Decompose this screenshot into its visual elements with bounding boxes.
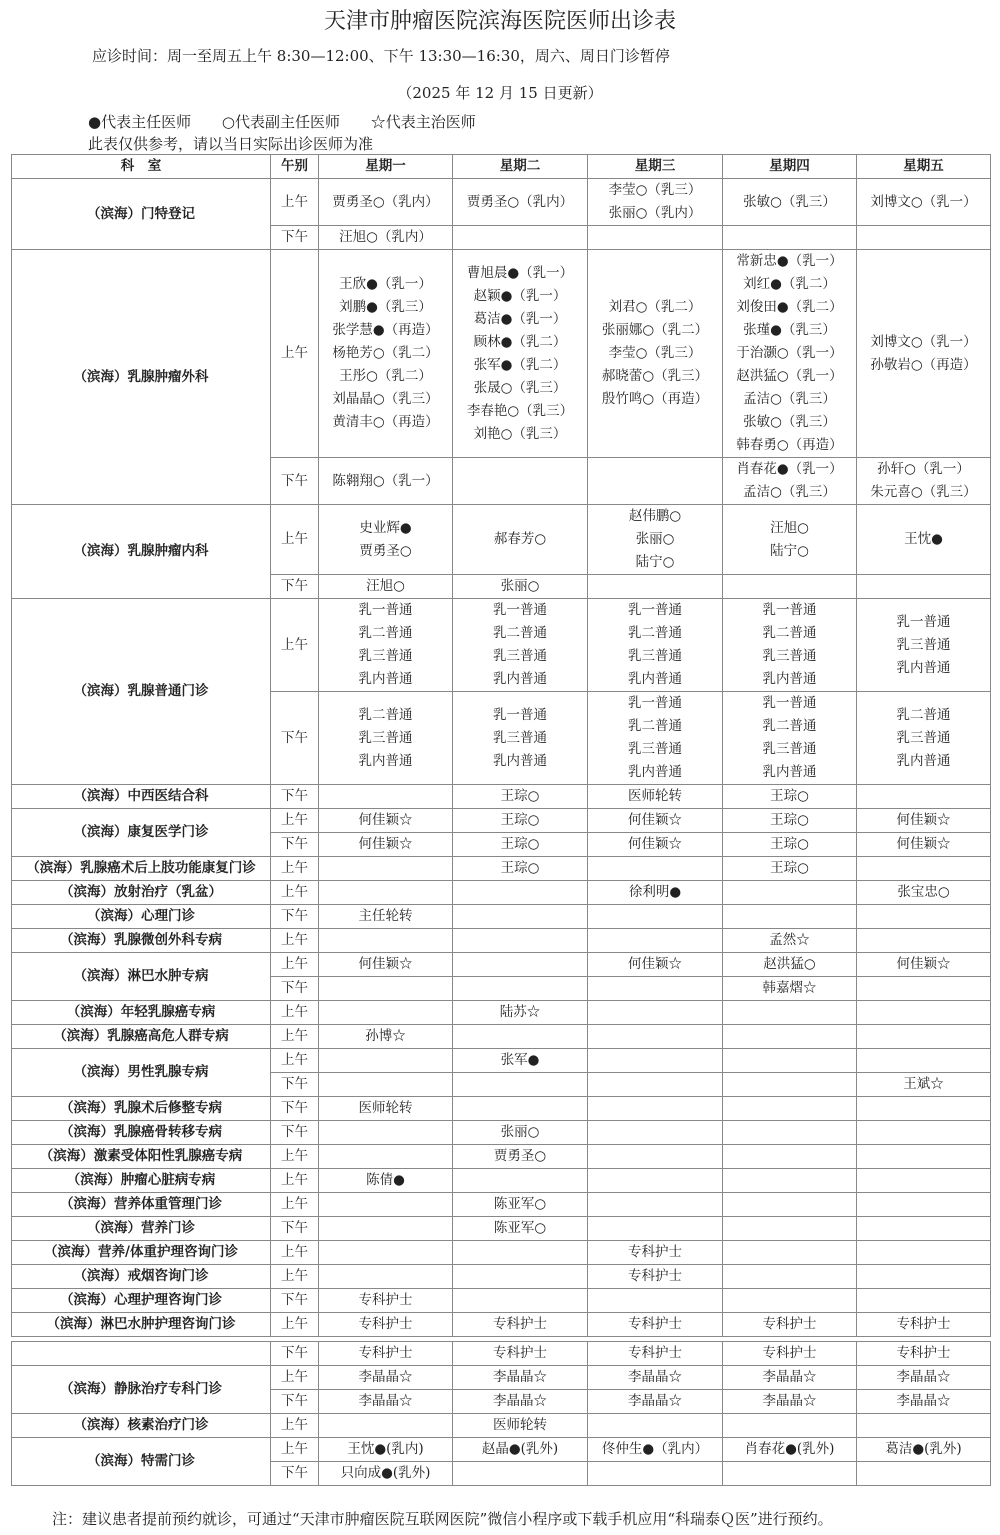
department-name: （滨海）康复医学门诊 [12,809,271,857]
doctor-cell: 刘博文○（乳一） [857,179,991,226]
doctor-cell: 贾勇圣○ [453,1145,588,1169]
doctor-cell [453,1097,588,1121]
doctor-cell: 何佳颖☆ [857,833,991,857]
session-period: 上午 [271,809,319,833]
session-period: 下午 [271,692,319,785]
table-row [12,905,991,929]
department-name: （滨海）乳腺微创外科专病 [12,929,271,953]
doctor-cell [319,785,453,809]
doctor-cell [723,1193,857,1217]
doctor-cell [319,1121,453,1145]
session-period: 上午 [271,1145,319,1169]
doctor-cell [857,226,991,250]
table-row [12,505,991,575]
session-period: 下午 [271,1462,319,1486]
session-period: 下午 [271,575,319,599]
doctor-cell: 何佳颖☆ [319,953,453,977]
department-name: （滨海）乳腺肿瘤外科 [12,250,271,505]
doctor-cell [453,953,588,977]
doctor-cell: 何佳颖☆ [319,833,453,857]
table-row [12,1342,991,1366]
table-row [12,250,991,458]
doctor-cell [319,881,453,905]
doctor-cell [723,1025,857,1049]
update-date: （2025 年 12 月 15 日更新） [397,84,603,102]
session-period: 下午 [271,1289,319,1313]
table-row [12,1121,991,1145]
department-name: （滨海）乳腺癌术后上肢功能康复门诊 [12,857,271,881]
doctor-cell [723,1414,857,1438]
doctor-cell [453,929,588,953]
table-row [12,929,991,953]
doctor-cell [723,1241,857,1265]
session-period: 下午 [271,977,319,1001]
doctor-cell [588,1097,723,1121]
doctor-cell: 乳一普通 乳二普通 乳三普通 乳内普通 [588,599,723,692]
session-period: 下午 [271,226,319,250]
department-name: （滨海）心理护理咨询门诊 [12,1289,271,1313]
doctor-cell [857,1241,991,1265]
column-header: 星期四 [723,155,857,179]
session-period: 上午 [271,505,319,575]
doctor-cell [723,1073,857,1097]
table-row [12,809,991,833]
session-period: 下午 [271,1342,319,1366]
doctor-cell [588,1121,723,1145]
doctor-cell: 常新忠●（乳一） 刘红●（乳二） 刘俊田●（乳二） 张瑾●（乳三） 于治灏○（乳一） 赵洪猛○（乳一） 孟洁○（乳三） 张敏○（乳三） 韩春勇○（再造） [723,250,857,458]
table-row [12,1145,991,1169]
table-row [12,599,991,692]
session-period: 上午 [271,1438,319,1462]
doctor-cell: 乳一普通 乳二普通 乳三普通 乳内普通 [723,692,857,785]
doctor-cell: 专科护士 [453,1313,588,1337]
doctor-cell: 专科护士 [319,1313,453,1337]
doctor-cell [588,977,723,1001]
doctor-cell [588,1145,723,1169]
doctor-cell: 张敏○（乳三） [723,179,857,226]
doctor-cell: 张宝忠○ [857,881,991,905]
department-name: （滨海）乳腺癌高危人群专病 [12,1025,271,1049]
table-row [12,1366,991,1390]
doctor-cell [453,905,588,929]
doctor-cell [857,575,991,599]
column-header: 星期一 [319,155,453,179]
doctor-cell: 王琮○ [723,809,857,833]
doctor-cell [588,1169,723,1193]
table-row [12,1025,991,1049]
department-name: （滨海）营养体重管理门诊 [12,1193,271,1217]
doctor-cell [319,1073,453,1097]
doctor-cell: 汪旭○ 陆宁○ [723,505,857,575]
doctor-cell [857,905,991,929]
doctor-cell: 王琮○ [723,857,857,881]
doctor-cell [453,1462,588,1486]
doctor-cell [857,1025,991,1049]
doctor-cell: 何佳颖☆ [588,809,723,833]
doctor-cell: 赵晶●(乳外) [453,1438,588,1462]
doctor-cell [453,881,588,905]
doctor-cell [453,1073,588,1097]
session-period: 下午 [271,1073,319,1097]
doctor-cell: 佟仲生●（乳内） [588,1438,723,1462]
table-row [12,1414,991,1438]
table-row [12,953,991,977]
doctor-cell [857,1217,991,1241]
doctor-cell [723,1145,857,1169]
session-period: 上午 [271,1313,319,1337]
doctor-cell: 何佳颖☆ [588,953,723,977]
doctor-cell [723,1217,857,1241]
doctor-cell: 医师轮转 [319,1097,453,1121]
table-row [12,1001,991,1025]
column-header: 星期五 [857,155,991,179]
doctor-cell: 李晶晶☆ [453,1366,588,1390]
table-row [12,1193,991,1217]
department-name: （滨海）激素受体阳性乳腺癌专病 [12,1145,271,1169]
doctor-cell [723,1121,857,1145]
doctor-cell [319,977,453,1001]
doctor-cell [588,1414,723,1438]
doctor-cell [723,1289,857,1313]
doctor-cell [723,1097,857,1121]
doctor-cell: 专科护士 [723,1313,857,1337]
doctor-cell: 何佳颖☆ [588,833,723,857]
session-period: 上午 [271,1049,319,1073]
doctor-cell: 乳一普通 乳二普通 乳三普通 乳内普通 [319,599,453,692]
doctor-cell: 赵洪猛○ [723,953,857,977]
doctor-cell [723,1169,857,1193]
session-period: 上午 [271,953,319,977]
doctor-cell [857,929,991,953]
session-period: 上午 [271,599,319,692]
doctor-cell [319,929,453,953]
schedule-table [11,154,991,1337]
doctor-cell: 专科护士 [857,1342,991,1366]
doctor-cell [857,1169,991,1193]
department-name: （滨海）核素治疗门诊 [12,1414,271,1438]
header-row [12,155,991,179]
doctor-cell: 专科护士 [588,1342,723,1366]
doctor-cell: 李晶晶☆ [319,1366,453,1390]
department-name: （滨海）肿瘤心脏病专病 [12,1169,271,1193]
doctor-cell: 乳一普通 乳三普通 乳内普通 [453,692,588,785]
clinic-hours: 应诊时间：周一至周五上午 8:30—12:00、下午 13:30—16:30，周六、周日门诊暂停 [92,47,670,65]
doctor-cell: 孙轩○（乳一） 朱元喜○（乳三） [857,458,991,505]
doctor-cell: 李晶晶☆ [857,1366,991,1390]
doctor-cell: 刘博文○（乳一） 孙敬岩○（再造） [857,250,991,458]
doctor-cell [857,1121,991,1145]
doctor-cell: 专科护士 [857,1313,991,1337]
doctor-cell [319,1414,453,1438]
footer-note: 注：建议患者提前预约就诊，可通过“天津市肿瘤医院互联网医院”微信小程序或下载手机应用“科瑞泰Ｑ医”进行预约。 [52,1510,833,1528]
session-period: 上午 [271,1366,319,1390]
doctor-cell [319,1265,453,1289]
doctor-cell: 何佳颖☆ [857,953,991,977]
doctor-cell [723,881,857,905]
column-header: 星期三 [588,155,723,179]
doctor-cell: 专科护士 [588,1313,723,1337]
doctor-cell [319,1001,453,1025]
doctor-cell: 专科护士 [723,1342,857,1366]
doctor-cell: 王琮○ [723,785,857,809]
doctor-cell: 贾勇圣○（乳内） [453,179,588,226]
department-name: （滨海）心理门诊 [12,905,271,929]
table-row [12,179,991,226]
session-period: 下午 [271,833,319,857]
doctor-cell [453,1265,588,1289]
doctor-cell: 李晶晶☆ [588,1390,723,1414]
doctor-cell: 专科护士 [319,1342,453,1366]
doctor-cell: 郝春芳○ [453,505,588,575]
doctor-cell [453,458,588,505]
doctor-cell: 王欣●（乳一） 刘鹏●（乳三） 张学慧●（再造） 杨艳芳○（乳二） 王彤○（乳二） 刘晶晶○（乳三） 黄清丰○（再造） [319,250,453,458]
doctor-cell [857,1265,991,1289]
column-header: 午别 [271,155,319,179]
department-name: （滨海）特需门诊 [12,1438,271,1486]
doctor-cell: 乳二普通 乳三普通 乳内普通 [857,692,991,785]
doctor-cell: 李晶晶☆ [588,1366,723,1390]
doctor-cell: 乳一普通 乳二普通 乳三普通 乳内普通 [588,692,723,785]
doctor-cell: 乳一普通 乳二普通 乳三普通 乳内普通 [723,599,857,692]
department-name: （滨海）戒烟咨询门诊 [12,1265,271,1289]
doctor-cell: 张丽○ [453,1121,588,1145]
table-row [12,881,991,905]
doctor-cell: 专科护士 [588,1241,723,1265]
session-period: 上午 [271,929,319,953]
doctor-cell [319,1145,453,1169]
session-period: 下午 [271,1217,319,1241]
doctor-cell: 医师轮转 [588,785,723,809]
doctor-cell [857,977,991,1001]
doctor-cell: 医师轮转 [453,1414,588,1438]
table-row [12,857,991,881]
table-row [12,785,991,809]
doctor-cell: 王琮○ [453,857,588,881]
doctor-cell: 专科护士 [319,1289,453,1313]
session-period: 上午 [271,881,319,905]
session-period: 上午 [271,857,319,881]
session-period: 上午 [271,250,319,458]
doctor-cell: 乳一普通 乳二普通 乳三普通 乳内普通 [453,599,588,692]
legend [88,111,502,132]
doctor-cell [723,1265,857,1289]
doctor-cell [453,1025,588,1049]
department-name: （滨海）中西医结合科 [12,785,271,809]
department-name: （滨海）淋巴水肿护理咨询门诊 [12,1313,271,1337]
session-period: 上午 [271,1265,319,1289]
doctor-cell: 贾勇圣○（乳内） [319,179,453,226]
department-name: （滨海）年轻乳腺癌专病 [12,1001,271,1025]
department-name: （滨海）静脉治疗专科门诊 [12,1366,271,1414]
doctor-cell: 专科护士 [453,1342,588,1366]
doctor-cell [857,857,991,881]
doctor-cell [723,1049,857,1073]
doctor-cell: 李晶晶☆ [319,1390,453,1414]
department-name [12,1342,271,1366]
session-period: 下午 [271,905,319,929]
table-row [12,1049,991,1073]
session-period: 下午 [271,1097,319,1121]
department-name: （滨海）乳腺癌骨转移专病 [12,1121,271,1145]
legend-associate-chief: ○代表副主任医师 [221,113,340,131]
table-row [12,1265,991,1289]
doctor-cell: 王琮○ [453,833,588,857]
legend-attending: ☆代表主治医师 [370,113,476,131]
doctor-cell [588,1025,723,1049]
doctor-cell [588,1049,723,1073]
doctor-cell: 王琮○ [453,785,588,809]
session-period: 上午 [271,1414,319,1438]
doctor-cell [588,1289,723,1313]
doctor-cell: 刘君○（乳二） 张丽娜○（乳二） 李莹○（乳三） 郝晓蕾○（乳三） 殷竹鸣○（再造） [588,250,723,458]
doctor-cell [723,575,857,599]
department-name: （滨海）男性乳腺专病 [12,1049,271,1097]
session-period: 上午 [271,1169,319,1193]
doctor-cell: 汪旭○（乳内） [319,226,453,250]
doctor-cell: 赵伟鹏○ 张丽○ 陆宁○ [588,505,723,575]
department-name: （滨海）门特登记 [12,179,271,250]
session-period: 下午 [271,1390,319,1414]
doctor-cell [319,857,453,881]
doctor-cell: 李晶晶☆ [723,1366,857,1390]
legend-chief: ●代表主任医师 [88,113,192,131]
doctor-cell: 乳一普通 乳三普通 乳内普通 [857,599,991,692]
doctor-cell [588,1217,723,1241]
schedule-table-continued [11,1341,991,1486]
doctor-cell: 何佳颖☆ [319,809,453,833]
doctor-cell [453,1169,588,1193]
session-period: 上午 [271,1193,319,1217]
page-title: 天津市肿瘤医院滨海医院医师出诊表 [323,9,676,34]
doctor-cell [723,226,857,250]
doctor-cell [453,1289,588,1313]
doctor-cell [857,1049,991,1073]
session-period: 上午 [271,1025,319,1049]
doctor-cell [588,1001,723,1025]
doctor-cell [857,1193,991,1217]
doctor-cell [723,1001,857,1025]
doctor-cell [588,905,723,929]
column-header: 科 室 [12,155,271,179]
session-period: 下午 [271,785,319,809]
doctor-cell: 王琮○ [453,809,588,833]
doctor-cell: 王忱● [857,505,991,575]
doctor-cell: 陈倩● [319,1169,453,1193]
doctor-cell: 张军● [453,1049,588,1073]
department-name: （滨海）淋巴水肿专病 [12,953,271,1001]
doctor-cell [319,1193,453,1217]
doctor-cell [588,1193,723,1217]
doctor-cell [319,1241,453,1265]
doctor-cell: 徐利明● [588,881,723,905]
doctor-cell: 孙博☆ [319,1025,453,1049]
table-row [12,1241,991,1265]
doctor-cell [857,1097,991,1121]
doctor-cell [588,575,723,599]
doctor-cell [588,458,723,505]
session-period: 上午 [271,1241,319,1265]
doctor-cell [588,929,723,953]
table-row [12,1289,991,1313]
doctor-cell: 陆苏☆ [453,1001,588,1025]
session-period: 下午 [271,1121,319,1145]
doctor-cell [857,1145,991,1169]
doctor-cell [588,1073,723,1097]
doctor-cell: 陈亚军○ [453,1217,588,1241]
doctor-cell [319,1049,453,1073]
doctor-cell [857,1462,991,1486]
doctor-cell [588,857,723,881]
table-row [12,1438,991,1462]
disclaimer: 此表仅供参考，请以当日实际出诊医师为准 [88,135,374,153]
doctor-cell [453,977,588,1001]
doctor-cell: 陈亚军○ [453,1193,588,1217]
doctor-cell: 孟然☆ [723,929,857,953]
table-row [12,1217,991,1241]
doctor-cell [588,1462,723,1486]
doctor-cell [588,226,723,250]
doctor-cell: 只向成●(乳外) [319,1462,453,1486]
doctor-cell [857,1001,991,1025]
doctor-cell [857,1414,991,1438]
doctor-cell [453,226,588,250]
table-row [12,1169,991,1193]
doctor-cell: 王忱●(乳内) [319,1438,453,1462]
session-period: 下午 [271,458,319,505]
department-name: （滨海）放射治疗（乳盆） [12,881,271,905]
doctor-cell: 曹旭晨●（乳一） 赵颖●（乳一） 葛洁●（乳一） 顾林●（乳二） 张军●（乳二） 张晟○（乳三） 李春艳○（乳三） 刘艳○（乳三） [453,250,588,458]
doctor-cell: 肖春花●(乳外) [723,1438,857,1462]
doctor-cell: 专科护士 [588,1265,723,1289]
department-name: （滨海）乳腺术后修整专病 [12,1097,271,1121]
doctor-cell [723,1462,857,1486]
doctor-cell: 韩嘉熠☆ [723,977,857,1001]
doctor-cell: 汪旭○ [319,575,453,599]
doctor-cell [319,1217,453,1241]
doctor-cell: 张丽○ [453,575,588,599]
column-header: 星期二 [453,155,588,179]
doctor-cell: 王琮○ [723,833,857,857]
session-period: 上午 [271,179,319,226]
department-name: （滨海）乳腺肿瘤内科 [12,505,271,599]
doctor-cell: 李晶晶☆ [723,1390,857,1414]
department-name: （滨海）乳腺普通门诊 [12,599,271,785]
doctor-cell: 史业辉● 贾勇圣○ [319,505,453,575]
doctor-cell: 主任轮转 [319,905,453,929]
doctor-cell [453,1241,588,1265]
doctor-cell: 李晶晶☆ [857,1390,991,1414]
department-name: （滨海）营养门诊 [12,1217,271,1241]
doctor-cell [857,785,991,809]
doctor-cell [857,1289,991,1313]
doctor-cell: 李莹○（乳三） 张丽○（乳内） [588,179,723,226]
table-row [12,1313,991,1337]
department-name: （滨海）营养/体重护理咨询门诊 [12,1241,271,1265]
doctor-cell: 乳二普通 乳三普通 乳内普通 [319,692,453,785]
doctor-cell: 肖春花●（乳一） 孟洁○（乳三） [723,458,857,505]
session-period: 上午 [271,1001,319,1025]
doctor-cell: 李晶晶☆ [453,1390,588,1414]
doctor-cell: 王斌☆ [857,1073,991,1097]
doctor-cell: 陈翱翔○（乳一） [319,458,453,505]
doctor-cell: 葛洁●(乳外) [857,1438,991,1462]
doctor-cell [723,905,857,929]
doctor-cell: 何佳颖☆ [857,809,991,833]
table-row [12,1097,991,1121]
